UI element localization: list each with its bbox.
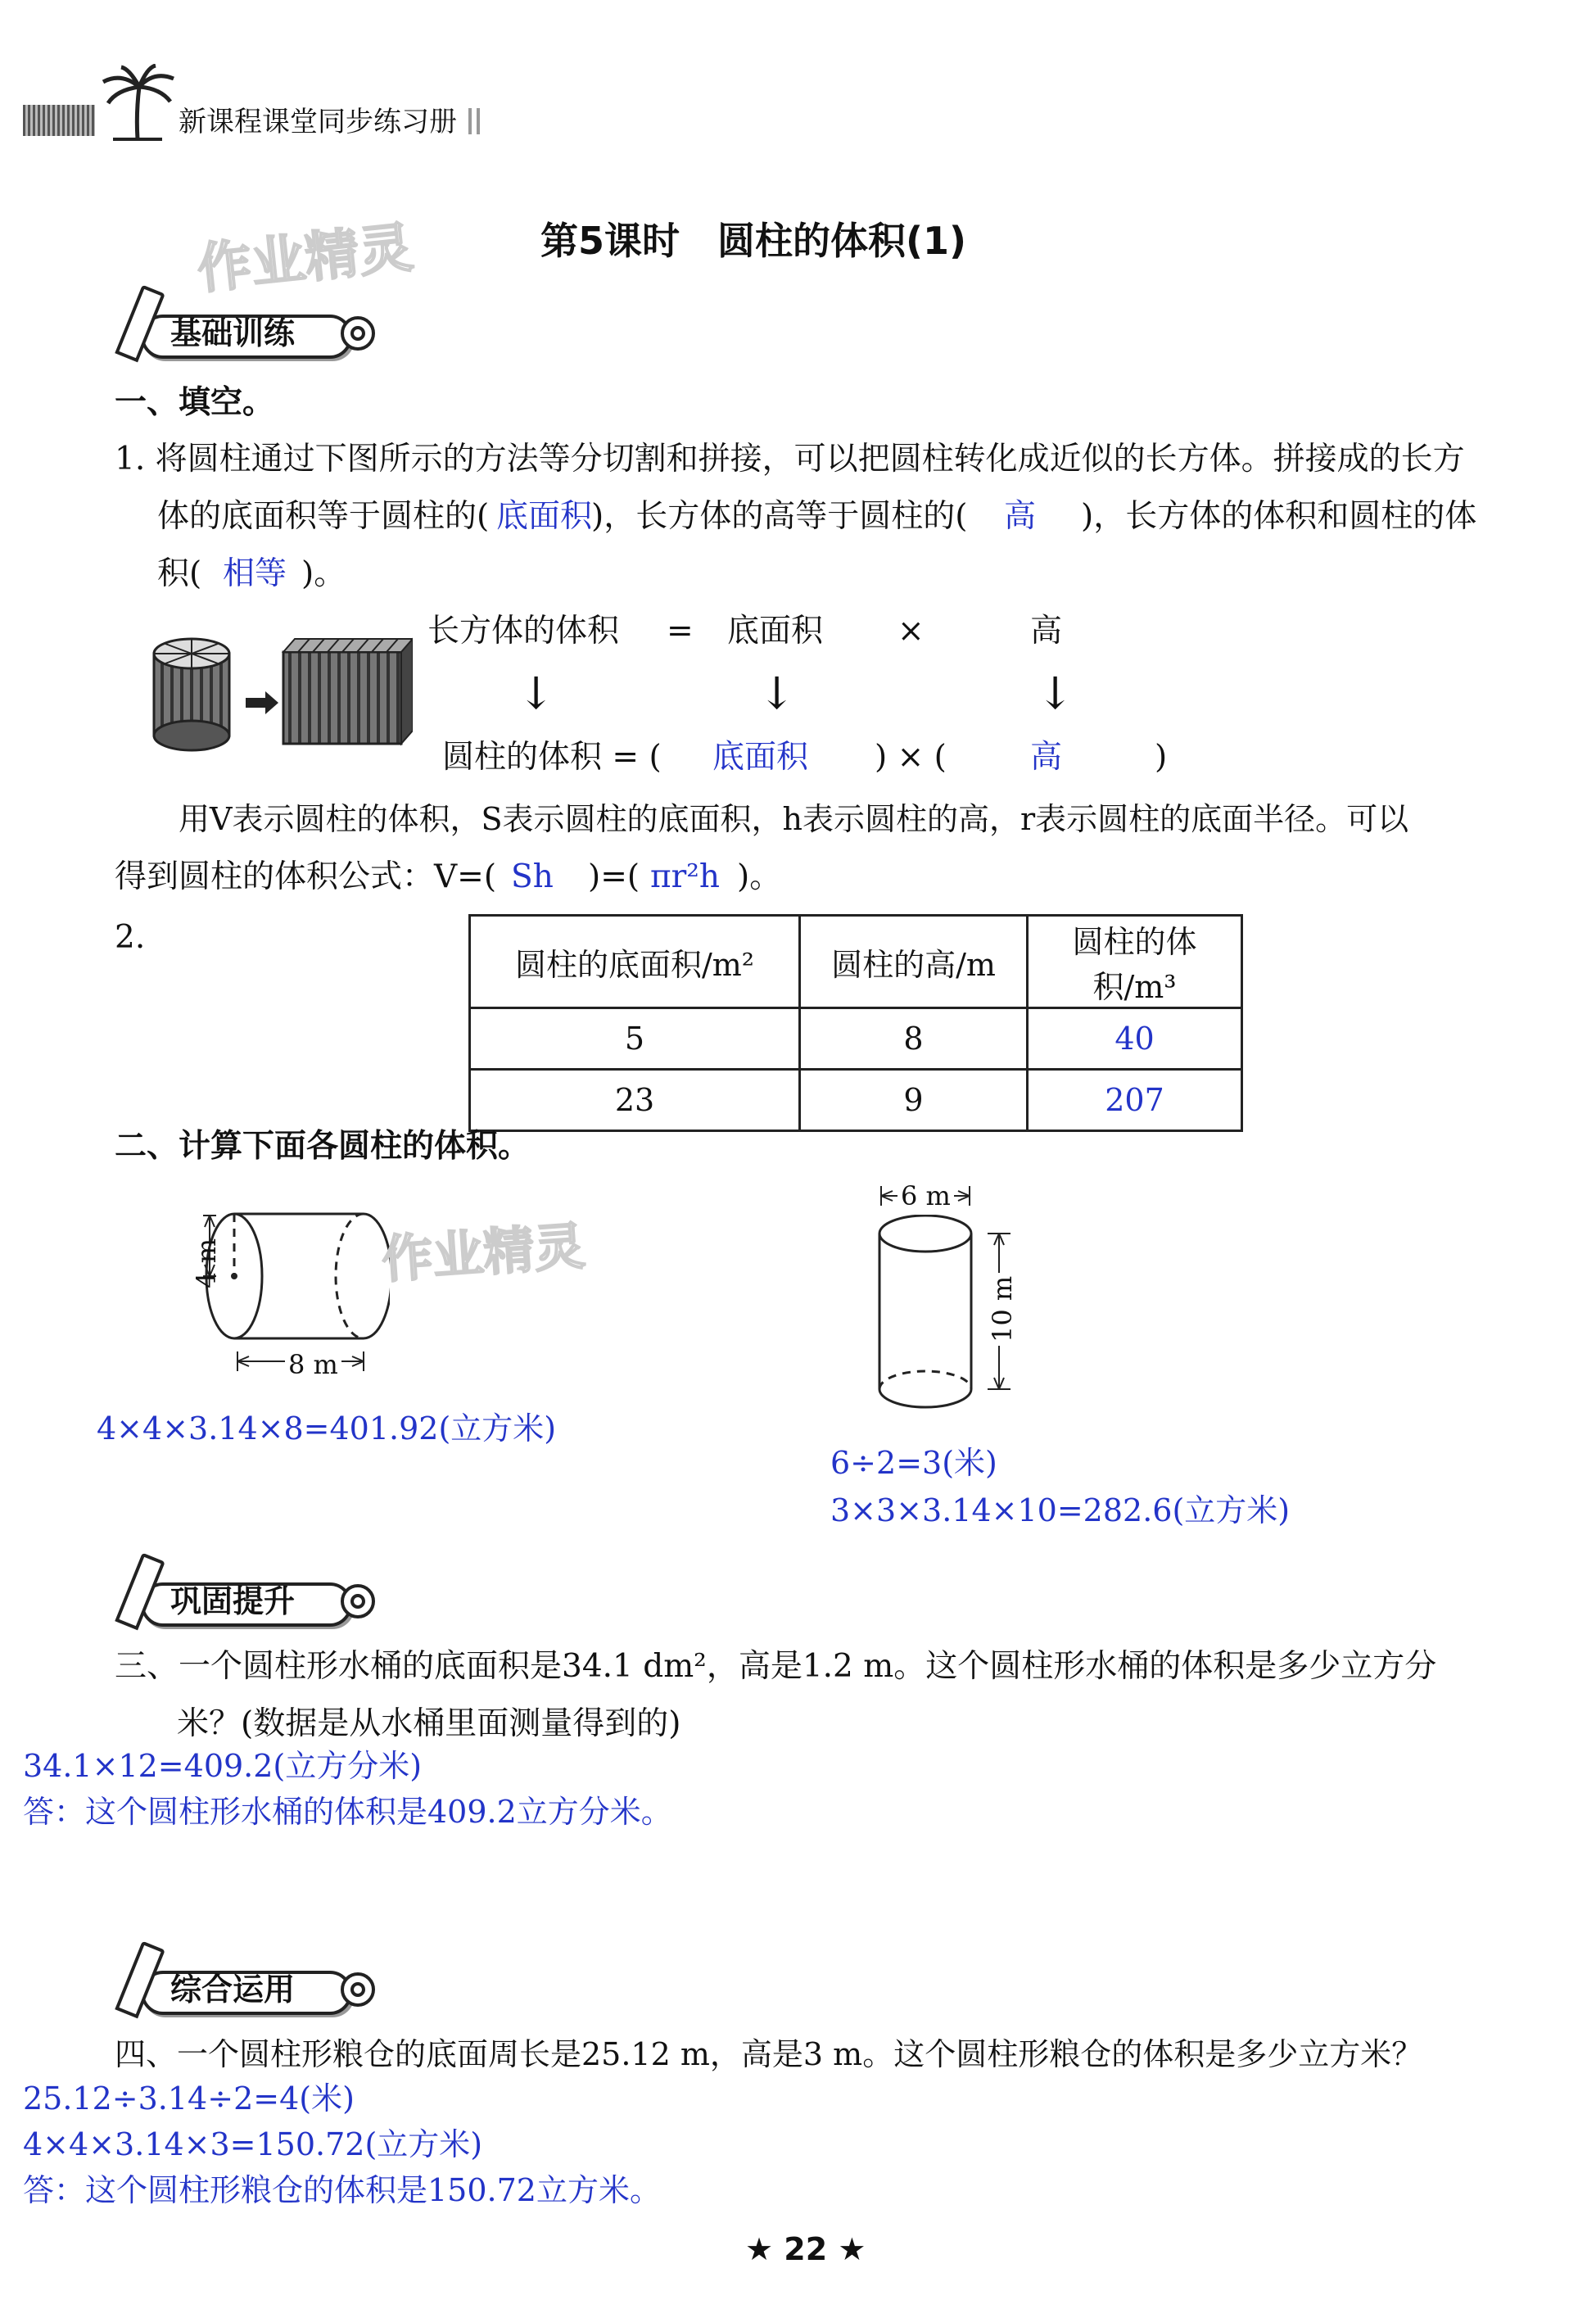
ring-icon	[341, 1972, 375, 2007]
answer-sh: Sh	[511, 858, 554, 895]
watermark: 作业精灵	[380, 1216, 587, 1290]
formula-cuboid-volume: 长方体的体积	[427, 613, 620, 650]
length-label: 8 m	[285, 1347, 341, 1383]
volume-table	[468, 914, 1243, 1132]
answer-pi-r2h: πr²h	[650, 858, 721, 895]
part2-heading: 二、计算下面各圆柱的体积。	[115, 1127, 531, 1165]
radius-label: 4 m	[191, 1238, 223, 1288]
page-number: ★ 22 ★	[745, 2231, 866, 2267]
table-row	[470, 1008, 1242, 1070]
section-label: 综合运用	[170, 1972, 296, 2008]
answer-fig1: 4×4×3.14×8=401.92(立方米)	[97, 1410, 557, 1446]
answer-part4-step2: 4×4×3.14×3=150.72(立方米)	[23, 2126, 483, 2162]
answer-part4-sentence: 答：这个圆柱形粮仓的体积是150.72立方米。	[23, 2172, 661, 2208]
q1-line3-a: 积(	[157, 555, 202, 592]
header-divider	[477, 108, 480, 134]
answer-height: 高	[1004, 498, 1037, 535]
part3-line1: 三、一个圆柱形水桶的底面积是34.1 dm²，高是1.2 m。这个圆柱形水桶的体积是多少立方分	[115, 1648, 1437, 1685]
q1-line1: 1. 将圆柱通过下图所示的方法等分切割和拼接，可以把圆柱转化成近似的长方体。拼接成的长方	[115, 441, 1465, 478]
part4-line1: 四、一个圆柱形粮仓的底面周长是25.12 m，高是3 m。这个圆柱形粮仓的体积是多少立方米？	[115, 2036, 1423, 2072]
formula-cylinder-volume: 圆柱的体积 = (	[442, 739, 662, 776]
ring-icon	[341, 316, 375, 351]
table-cell: 8	[800, 1008, 1028, 1070]
horizontal-cylinder-figure	[177, 1207, 390, 1388]
answer-base-area: 底面积	[496, 498, 593, 535]
height-label: 10 m	[984, 1273, 1021, 1346]
q1-line5-c: )。	[737, 858, 782, 895]
table-header: 圆柱的高/m	[800, 916, 1028, 1008]
q1-line2-b: )，长方体的高等于圆柱的(	[591, 498, 968, 535]
table-cell-answer: 207	[1028, 1070, 1242, 1131]
arrow-down-icon: ↓	[1037, 668, 1074, 719]
section-banner-consolidate	[113, 1573, 391, 1628]
q2-number: 2.	[115, 919, 146, 956]
page-title: 第5课时 圆柱的体积(1)	[540, 219, 967, 263]
answer-formula-height: 高	[1030, 739, 1063, 776]
q1-line5-b: )=(	[588, 858, 640, 895]
answer-equal: 相等	[223, 555, 287, 592]
section-label: 基础训练	[170, 315, 296, 351]
section-banner-apply	[113, 1961, 391, 2017]
table-row	[470, 1070, 1242, 1131]
watermark: 作业精灵	[194, 215, 416, 301]
table-cell: 5	[470, 1008, 800, 1070]
q1-line4: 用V表示圆柱的体积，S表示圆柱的底面积，h表示圆柱的高，r表示圆柱的底面半径。可以	[179, 801, 1409, 837]
q1-line2-a: 体的底面积等于圆柱的(	[157, 498, 490, 535]
arrow-down-icon: ↓	[518, 668, 555, 719]
table-header-row	[470, 916, 1242, 1008]
q1-line3-b: )。	[301, 555, 346, 592]
section-banner-basic	[113, 305, 391, 360]
answer-part4-step1: 25.12÷3.14÷2=4(米)	[23, 2080, 355, 2117]
answer-part3-calc: 34.1×12=409.2(立方分米)	[23, 1748, 423, 1784]
answer-fig2-step2: 3×3×3.14×10=282.6(立方米)	[830, 1492, 1291, 1528]
formula-base-area: 底面积	[727, 613, 824, 650]
formula-height: 高	[1030, 613, 1063, 650]
part3-line2: 米？(数据是从水桶里面测量得到的)	[177, 1705, 681, 1742]
header-divider	[468, 108, 472, 134]
diameter-label: 6 m	[897, 1178, 954, 1215]
table-header: 圆柱的体积/m³	[1028, 916, 1242, 1008]
answer-fig2-step1: 6÷2=3(米)	[830, 1445, 997, 1481]
palm-tree-icon	[97, 64, 179, 142]
arrow-down-icon: ↓	[758, 668, 796, 719]
table-header: 圆柱的底面积/m²	[470, 916, 800, 1008]
answer-part3-sentence: 答：这个圆柱形水桶的体积是409.2立方分米。	[23, 1794, 672, 1830]
table-cell-answer: 40	[1028, 1008, 1242, 1070]
formula-times: ×	[897, 613, 925, 650]
table-cell: 23	[470, 1070, 800, 1131]
formula-bottom-end: )	[1155, 739, 1168, 776]
formula-equals: =	[667, 613, 694, 650]
section-label: 巩固提升	[170, 1583, 296, 1619]
q1-line5-a: 得到圆柱的体积公式：V=(	[115, 858, 497, 895]
ring-icon	[341, 1584, 375, 1619]
answer-formula-base-area: 底面积	[712, 739, 809, 776]
book-title: 新课程课堂同步练习册	[179, 106, 457, 138]
header-bar	[23, 105, 95, 136]
table-cell: 9	[800, 1070, 1028, 1131]
q1-line2-c: )，长方体的体积和圆柱的体	[1081, 498, 1477, 535]
cylinder-cut-figure	[151, 634, 413, 754]
part1-heading: 一、填空。	[115, 383, 275, 421]
formula-bottom-mid: ) × (	[875, 739, 947, 776]
